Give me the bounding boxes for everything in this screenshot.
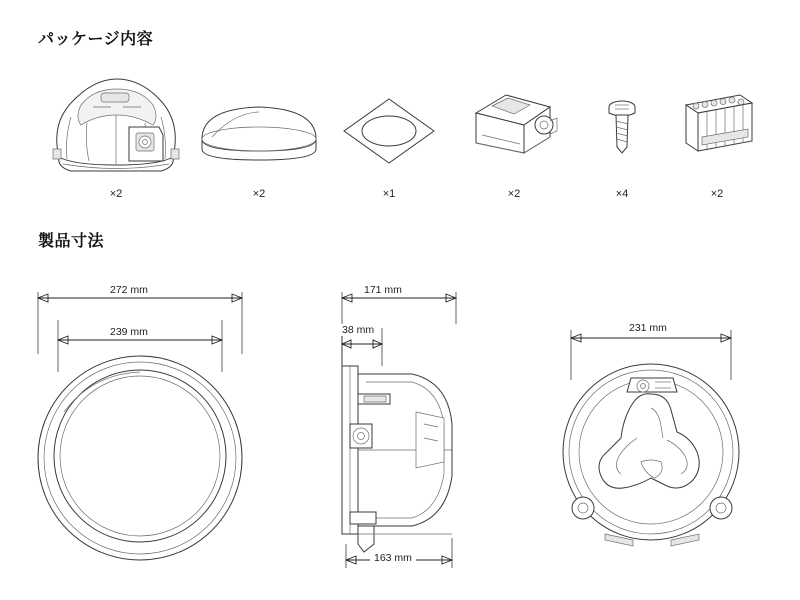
package-contents-row — [38, 62, 764, 217]
dimension-view-side — [320, 262, 500, 582]
dome-camera-body-icon — [38, 62, 194, 187]
package-item-quantity: ×2 — [710, 188, 724, 200]
package-item-quantity: ×4 — [615, 188, 629, 200]
package-item-camera-housing — [38, 62, 194, 217]
dimension-label-163mm: 163 mm — [370, 552, 416, 564]
dimension-drawings-row — [0, 262, 800, 582]
package-item-dome-cover — [194, 62, 324, 217]
package-item-screw — [574, 62, 670, 217]
dome-cover-icon — [194, 62, 324, 187]
screw-icon — [574, 62, 670, 187]
dimension-label-239mm: 239 mm — [106, 326, 152, 338]
dimension-label-171mm: 171 mm — [360, 284, 406, 296]
dimension-label-38mm: 38 mm — [338, 324, 378, 336]
package-item-mounting-template — [324, 62, 454, 217]
dimension-view-front — [20, 262, 270, 562]
dimension-label-272mm: 272 mm — [106, 284, 152, 296]
package-contents-heading: パッケージ内容 — [38, 31, 154, 48]
package-item-quantity: ×2 — [109, 188, 123, 200]
dimension-view-rear — [545, 262, 785, 562]
package-item-quantity: ×2 — [252, 188, 266, 200]
package-item-quantity: ×2 — [507, 188, 521, 200]
package-item-terminal-block — [670, 62, 764, 217]
junction-box-icon — [454, 62, 574, 187]
dimension-label-231mm: 231 mm — [625, 322, 671, 334]
terminal-block-icon — [670, 62, 764, 187]
mounting-template-icon — [324, 62, 454, 187]
product-dimensions-heading: 製品寸法 — [38, 233, 105, 250]
package-item-quantity: ×1 — [382, 188, 396, 200]
package-item-junction-box — [454, 62, 574, 217]
